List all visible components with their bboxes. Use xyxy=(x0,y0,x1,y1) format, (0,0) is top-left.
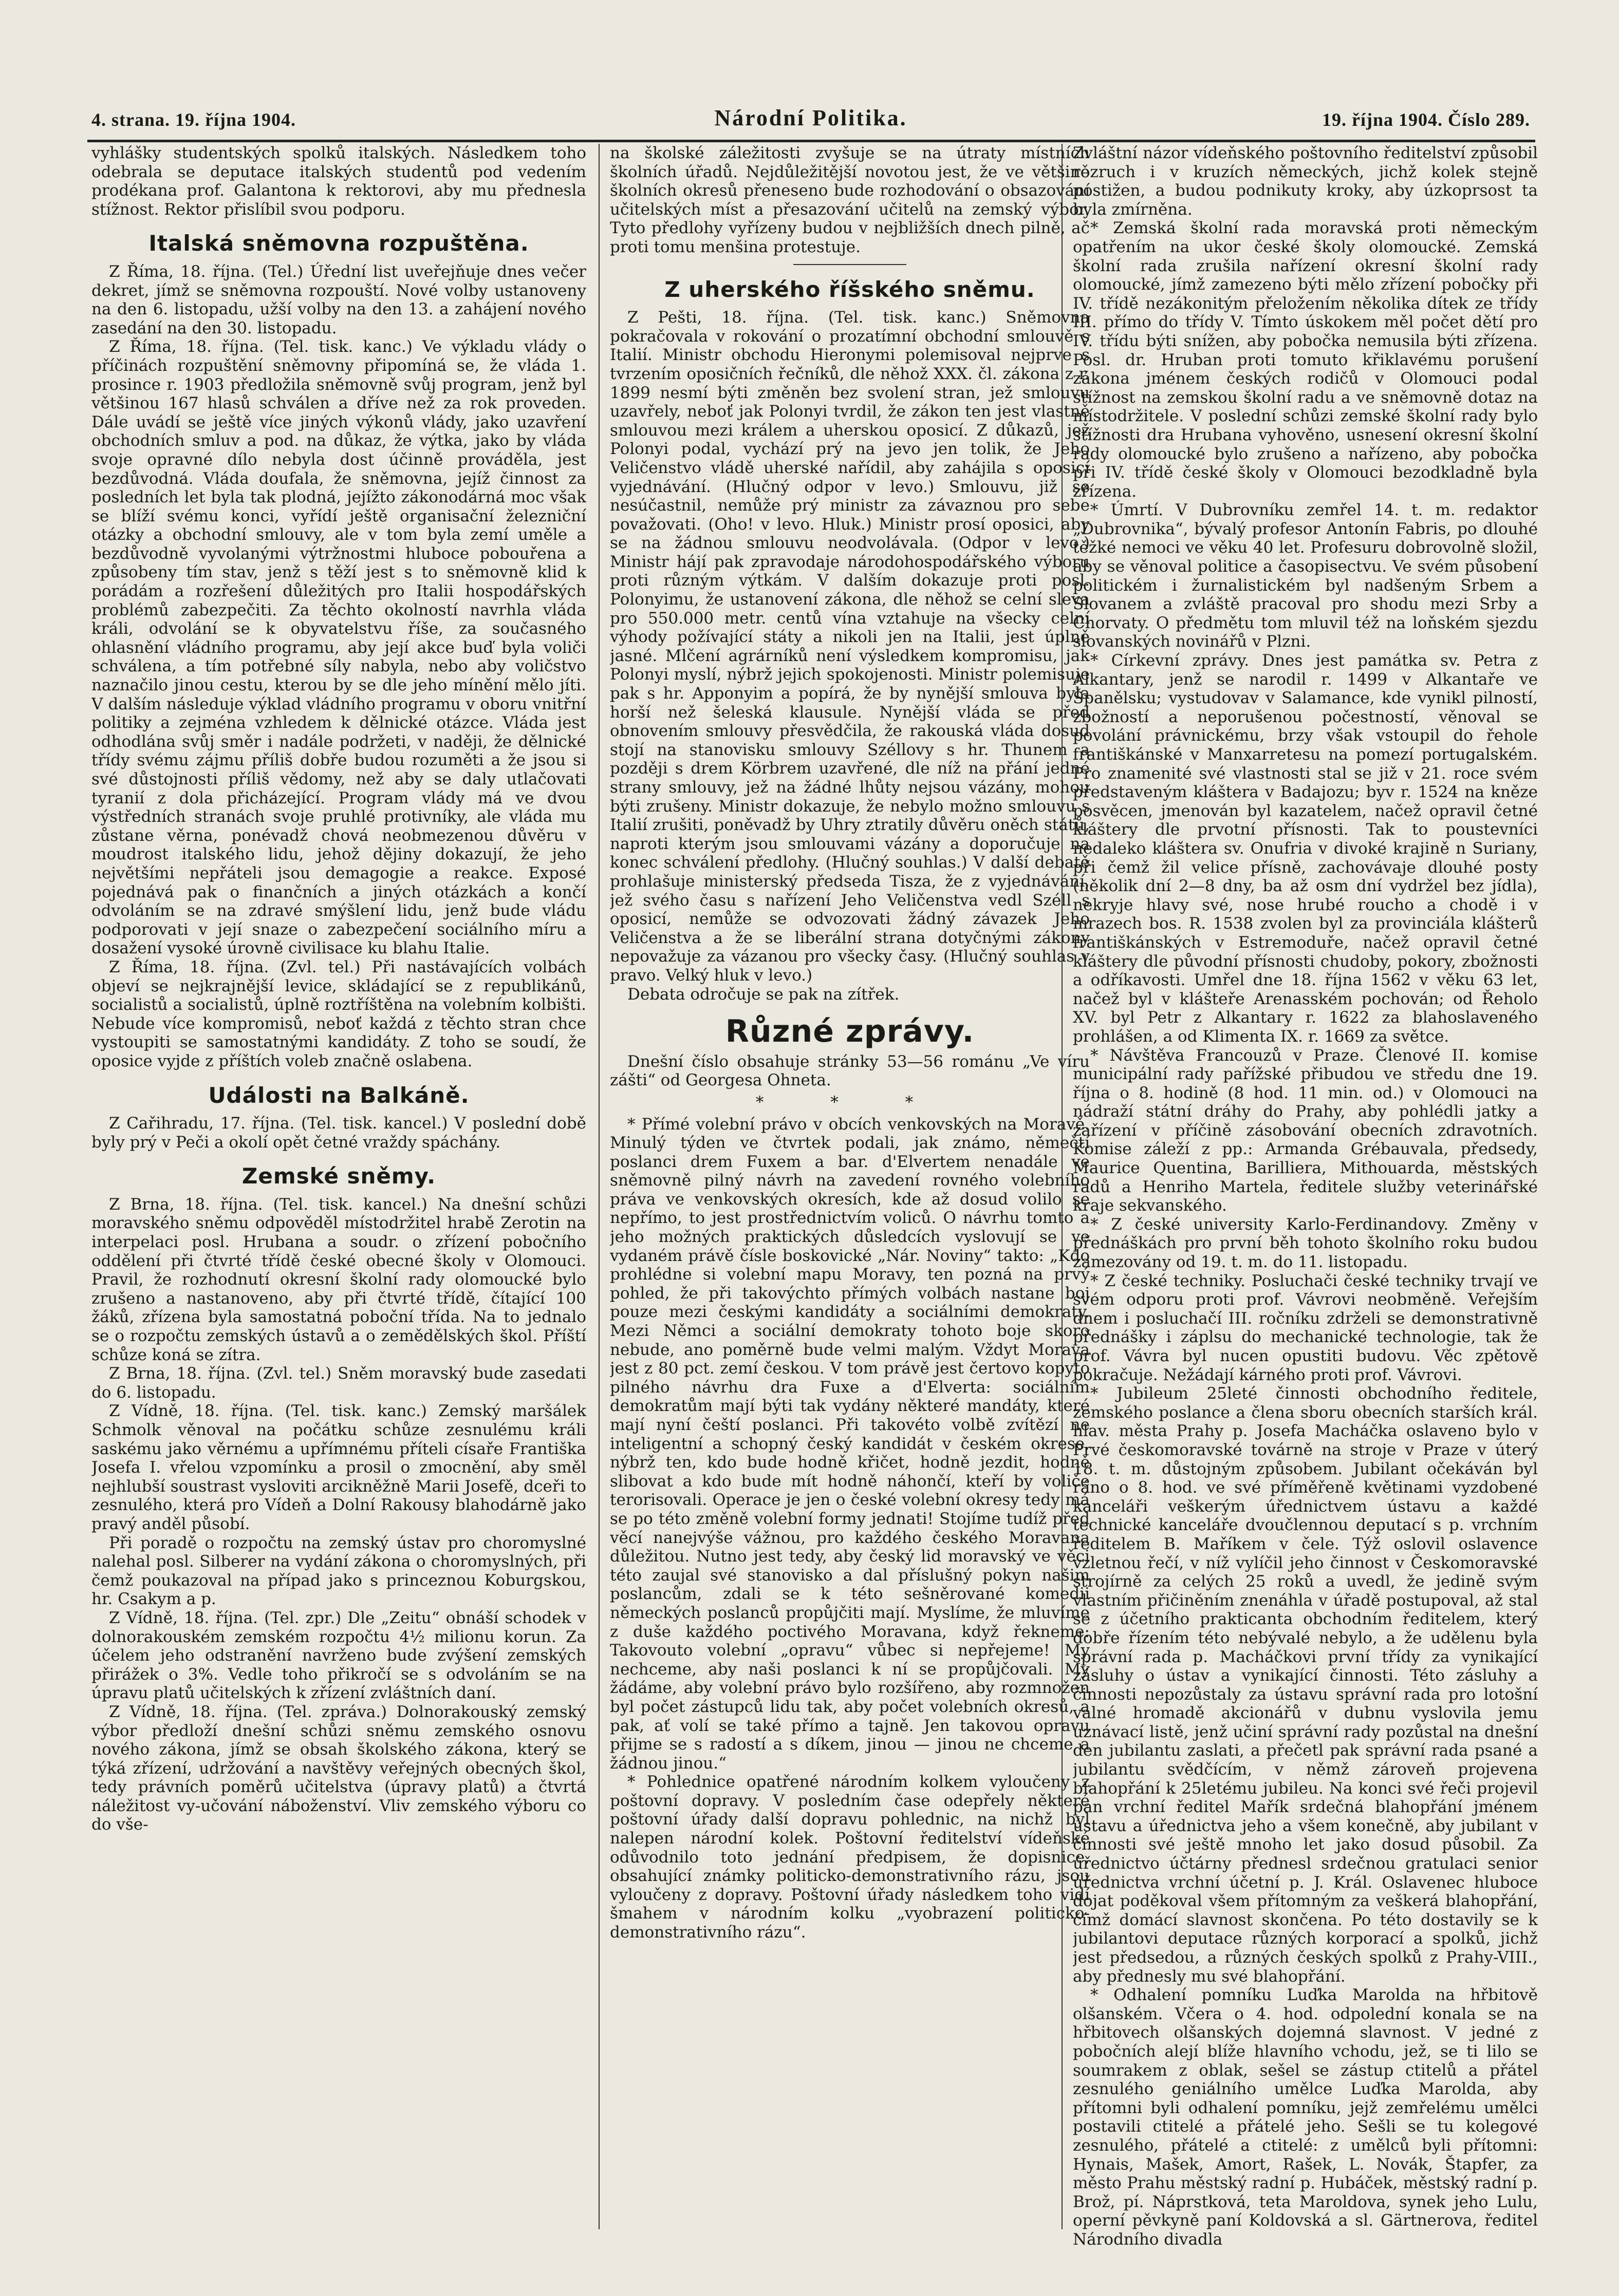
column-2 xyxy=(610,144,1090,2250)
article-paragraph: * Jubileum 25leté činnosti obchodního ředitele, zemského poslance a člena sboru obecních starších král. hlav. města Prahy p. Josefa Macháčka oslaveno bylo v Prvé českomoravské továrně na stroje v Praze v úterý 18. t. m. důstojným způsobem. Jubilant očekáván byl ráno o 8. hod. ve své příměřeně květinami vyzdobené kanceláři veškerým úřednictvem ústavu a každé technické kanceláře dvoučlennou deputací s p. vrchním ředitelem B. Maříkem v čele. Týž oslovil oslavence vzletnou řečí, v níž vylíčil jeho činnost v Českomoravské strojírně za celých 25 roků a uvedl, že jedině svým vlastním přičiněním znenáhla v úřadě postupoval, až stal se z účetního prakticanta obchodním ředitelem, který dobře řízením této nebývalé nebylo, a že udělenu byla správní rada p. Macháčkovi první třídy za vynikající zásluhy o ústav a vynikající činnosti. Této zásluhy a činnosti nepozůstaly za ústavu správní rada pro lotošní valné hromadě akcionářů v dubnu vyslovila jemu uznávací listě, jenž učiní správní rady pozůstal na dnešní den jubilantu zaslati, a přečetl pak správní rada psané a jubilantu svědčícím, v němž zároveň projevena blahopřání k 25letému jubileu. Na konci své řeči projevil pan vrchní ředitel Mařík srdečná blahopřání jménem ústavu a úřednictva jeho a všem konečně, aby jubilant v činnosti své ještě mnoho let jako dosud působil. Za úřednictvo účtárny přednesl srdečnou gratulaci senior úřednictva vrchní účetní p. J. Král. Oslavenec hluboce dojat poděkoval všem přítomným za veškerá blahopřání, čímž domácí slavnost skončena. Po této dostavily se k jubilantovi deputace různých korporací a spolků, jichž jest předsedou, a různých českých spolků z Prahy-VIII., aby přednesly mu své blahopřání. xyxy=(1073,1384,1538,1986)
article-paragraph: vyhlášky studentských spolků italských. Následkem toho odebrala se deputace italských studentů pod vedením prodékana prof. Galantona k rektorovi, aby mu přednesla stížnost. Rektor přislíbil svou podporu. xyxy=(91,144,586,219)
article-paragraph: * Zemská školní rada moravská proti německým opatřením na ukor české školy olomoucké. Zemská školní rada zrušila nařízení okresní školní rady olomoucké, jímž zamezeno býti mělo zřízení pobočky při IV. třídě nezákonitým přeložením několika dítek ze třídy III. přímo do třídy V. Tímto úskokem měl počet dětí pro IV. třídu býti snížen, aby pobočka nemusila býti zřízena. Posl. dr. Hruban proti tomuto křiklavému porušení zákona jménem českých rodičů v Olomouci podal stížnost na zemskou školní radu a ve sněmovně dotaz na místodržitele. V poslední schůzi zemské školní rady bylo stížnosti dra Hrubana vyhověno, usnesení okresní školní rady olomoucké bylo zrušeno a nařízeno, aby pobočka při IV. třídě české školy v Olomouci bezodkladně byla zřízena. xyxy=(1073,219,1538,501)
headline-ruzne-zpravy: Různé zprávy. xyxy=(725,1013,975,1050)
article-paragraph: * Z české techniky. Posluchači české techniky trvají ve svém odporu proti prof. Vávrovi neobměně. Veřejším dnem i posluchačí III. ročníku zdrželi se demonstrativně přednášky i záplsu do mechanické technologie, tak že prof. Vávra byl nucen opustiti budovu. Věc zpětově pokračuje. Nežádají kárného proti prof. Vávrovi. xyxy=(1073,1271,1538,1384)
column-3 xyxy=(1073,144,1538,2250)
article-paragraph: * Pohlednice opatřené národním kolkem vyloučeny z poštovní dopravy. V posledním čase odepřely některé poštovní úřady další dopravu pohlednic, na nichž byl nalepen národní kolek. Poštovní ředitelství vídeňské odůvodnilo toto jednání předpisem, že dopisnice, obsahující známky politicko-demonstrativního rázu, jsou vyloučeny z dopravy. Poštovní úřady následkem toho vidí šmahem v národním kolku „vyobrazení politicko-demonstrativního rázu“. xyxy=(610,1773,1090,1942)
headline-uhersky-snem: Z uherského říšského sněmu. xyxy=(664,276,1035,302)
article-paragraph: Debata odročuje se pak na zítřek. xyxy=(627,985,900,1004)
article-paragraph: Z Vídně, 18. října. (Tel. tisk. kanc.) Zemský maršálek Schmolk věnoval na počátku schůze zesnulému králi saskému jako věrnému a upřímnému příteli císaře Františka Josefa I. vřelou vzpomínku a prosil o zmocnění, aby směl nejhlubší soustrast vysloviti arcikněžně Marii Josefě, dceři to zesnulého, která pro Vídeň a Dolní Rakousy blahodárně jako pravý anděl působí. xyxy=(91,1402,586,1533)
asterism: * * * xyxy=(755,1093,944,1112)
article-paragraph: Z Cařihradu, 17. října. (Tel. tisk. kancel.) V poslední době byly prý v Peči a okolí opět četné vraždy spáchány. xyxy=(91,1114,586,1152)
article-paragraph: Z Brna, 18. října. (Zvl. tel.) Sněm moravský bude zasedati do 6. listopadu. xyxy=(91,1364,586,1402)
article-paragraph: * Úmrtí. V Dubrovníku zemřel 14. t. m. redaktor „Dubrovnika“, bývalý profesor Antonín Fabris, po dlouhé těžké nemoci ve věku 40 let. Profesuru dobrovolně složil, aby se věnoval politice a časopisectvu. Ve svém působení politickém i žurnalistickém byl nadšeným Srbem a Slovanem a zvláště pracoval pro shodu mezi Srby a Chorvaty. O předmětu tom mluvil též na loňském sjezdu slovanských novinářů v Plzni. xyxy=(1073,501,1538,651)
article-paragraph: * Přímé volební právo v obcích venkovských na Moravě. Minulý týden ve čtvrtek podali, jak známo, němečtí poslanci drem Fuxem a bar. d'Elvertem nenadále ve sněmovně pilný návrh na zavedení rovného volebního práva ve venkovských okresích, kde až dosud volilo se nepřímo, to jest prostřednictvím voliců. O návrhu tomto a jeho možných praktických důsledcích vyslovují se ve vydaném právě čísle boskovické „Nár. Noviny“ takto: „Kdo prohlédne si volební mapu Moravy, ten pozná na prvý pohled, že při takovýchto přímých volbách nastane boj pouze mezi českými kandidáty a sociálními demokraty. Mezi Němci a sociální demokraty tohoto boje skoro nebude, ano poměrně bude velmi malým. Vždyt Morava jest z 80 pct. zemí českou. V tom právě jest čertovo kopyto pilného návrhu dra Fuxe a d'Elverta: sociálním demokratům mají býti tak vydány některé mandáty, které mají nyní čeští poslanci. Při takovéto volbě zvítězí ne inteligentní a schopný český kandidát v českém okrese, nýbrž ten, kdo bude hodně křičet, hodně jezdit, hodně slibovat a kdo bude mít hodně náhončí, kteří by voliče terorisovali. Operace je jen o české volební okresy tedy má se po této změně volební formy jednati! Stojíme tudíž před věcí nanejvýše vážnou, pro každého českého Moravana důležitou. Nutno jest tedy, aby český lid moravský ve věci této zaujal své stanovisko a dal příslušný pokyn našim poslancům, zdali se k této sešněrované komedii německých poslanců propůjčiti mají. Myslíme, že mluvíme z duše každého poctivého Moravana, když řekneme: Takovouto volební „opravu“ vůbec si nepřejeme! My nechceme, aby naši poslanci k ní se propůjčovali. My žádáme, aby volební právo bylo rozšířeno, aby rozmnožen byl počet zástupců lidu tak, aby počet volebních okresů, a pak, ať volí se také přímo a tajně. Jen takovou opravu přijme se s radostí a s díkem, jinou — jinou ne chceme a žádnou jinou.“ xyxy=(610,1115,1090,1773)
article-paragraph: Zvláštní názor vídeňského poštovního ředitelství způsobil rozruch i v kruzích německých, jichž kolek stejně postižen, a budou podnikuty kroky, aby úzkoprsost ta byla zmírněna. xyxy=(1073,144,1538,219)
article-paragraph: Z Brna, 18. října. (Tel. tisk. kancel.) Na dnešní schůzi moravského sněmu odpověděl místodržitel hrabě Zerotin na interpelaci posl. Hrubana a soudr. o zřízení pobočního oddělení při čtvrté třídě české obecné školy v Olomouci. Pravil, že rozhodnutí okresní školní rady olomoucké bylo zrušeno a nastanoveno, aby při čtvrté třídě, čítající 100 žáků, zřízena byla samostatná poboční třída. Na to jednalo se o rozpočtu zemských ústavů a o zemědělských škol. Příští schůze koná se zítra. xyxy=(91,1195,586,1364)
header-rule xyxy=(87,140,1535,142)
masthead xyxy=(91,105,1530,136)
article-paragraph: * Návštěva Francouzů v Praze. Členové II. komise municipální rady pařížské přibudou ve středu dne 19. října o 8. hodině (8 hod. 11 min. od.) v Olomouci na nádraží státní dráhy do Prahy, aby pohlédli jatky a zařízení v příčině zásobování obecních zdravotních. Komise záleží z pp.: Armanda Grébauvala, předsedy, Maurice Quentina, Barilliera, Mithouarda, městských radů a Henriho Martela, ředitele služby veterinářské kraje sekvanského. xyxy=(1073,1046,1538,1215)
article-paragraph: Z Pešti, 18. října. (Tel. tisk. kanc.) Sněmovna pokračovala v rokování o prozatímní obchodní smlouvě s Italií. Ministr obchodu Hieronymi polemisoval nejprve s tvrzením oposičních řečníků, dle něhož XXX. čl. zákona z r. 1899 nesmí býti změněn bez svolení stran, jež smlouvu uzavřely, neboť jak Polonyi tvrdil, že zákon ten jest vlastně smlouvou mezi králem a uherskou oposicí. Z důkazů, jež Polonyi podal, vychází prý na jevo jen tolik, že Jeho Veličenstvo vládě uherské nařídil, aby zahájila s oposicí vyjednávání. (Hlučný odpor v levo.) Smlouvu, již se nesúčastnil, nemůže prý ministr za závaznou pro sebe považovati. (Oho! v levo. Hluk.) Ministr prosí oposici, aby se na žádnou smlouvu neodvolávala. (Odpor v levo.) Ministr hájí pak zpravodaje národohospodářského výboru proti různým výtkám. V dalším dokazuje proti posl. Polonyimu, že ustanovení zákona, dle něhož se celní sleva pro 550.000 metr. centů vína vztahuje na všecky celní výhody požívající státy a nikoli jen na Italii, jest úplně jasné. Mlčení agrárníků není výsledkem kompromisu, jak Polonyi myslí, nýbrž jejich spokojenosti. Ministr polemisuje pak s hr. Apponyim a popírá, že by nynější smlouva byla horší než šeleská klausule. Nynější vláda se před obnovením smlouvy přesvědčila, že rakouská vláda dosud stojí na stanovisku smlouvy Széllovy s hr. Thunem a později s drem Körbrem uzavřené, dle níž na přání jedné strany smlouvy, jež na žádné lhůty nejsou vázány, mohou býti zrušeny. Ministr dokazuje, že nebylo možno smlouvu s Italií zrušiti, poněvadž by Uhry ztratily důvěru oněch států, naproti kterým jsou smlouvami vázány a doporučuje na konec schválení předlohy. (Hlučný souhlas.) V další debatě prohlašuje ministerský předseda Tisza, že z vyjednávání, jež svého času s nařízení Jeho Veličenstva vedl Széll s oposicí, nemůže se odvozovati žádný závazek Jeho Veličenstva a že se liberální strana dotyčnými zákony nepovažuje za vázanou pro všecky časy. (Hlučný souhlas v pravo. Velký hluk v levo.) xyxy=(610,308,1090,985)
article-paragraph: na školské záležitosti zvyšuje se na útraty místních školních úřadů. Nejdůležitější novotou jest, že ve většině školních okresů přeneseno bude rozhodování o obsazování učitelských míst a přesazování učitelů na zemský výbor. Tyto předlohy vyřízeny budou v nejbližších dnech pilně, ač proti tomu menšina protestuje. xyxy=(610,144,1090,256)
issue-number-date: 19. října 1904. Číslo 289. xyxy=(1322,109,1530,130)
article-paragraph: Z Vídně, 18. října. (Tel. zpr.) Dle „Zeitu“ obnáší schodek v dolnorakouském zemském rozpočtu 4½ milionu korun. Za účelem jeho odstranění navrženo bude zvýšení zemských přirážek o 3%. Vedle toho přikročí se s odvoláním se na úpravu platů učitelských k zřízení zvláštních daní. xyxy=(91,1608,586,1703)
article-paragraph: Z Říma, 18. října. (Tel. tisk. kanc.) Ve výkladu vlády o příčinách rozpuštění sněmovny připomíná se, že vláda 1. prosince r. 1903 předložila sněmovně svůj program, jenž byl většinou 167 hlasů schválen a dříve než za rok proveden. Dále uvádí se ještě více jiných výkonů vlády, jako uzavření obchodních smluv a pod. na důkaz, že výtka, jako by vláda svoje opravné dílo nebyla dost účinně prováděla, jest bezdůvodná. Vláda doufala, že sněmovna, jejíž činnost za posledních let byla tak plodná, jejížto zákonodárná moc však se blíží svému konci, vyřídí ještě organisační železniční otázky a obchodní smlouvy, ale v tom byla zemí uměle a bezdůvodně vyvolanými výtržnostmi hluboce pobouřena a způsobeny tím stav, jenž s těží jest s to sněmovně klid k porádám a rozřešení důležitých pro Italii hospodářských problémů zabezpečiti. Za těchto okolností navrhla vláda králi, odvolání se k obyvatelstvu říše, za současného ohlasnění vládního programu, aby její akce buď byla voliči schválena, a tím potřebné síly nabyla, nebo aby voličstvo naznačilo jinou cestu, kterou by se dle jeho mínění mělo jíti. V dalším následuje výklad vládního programu v oboru vnitřní politiky a zejména vzhledem k dělnické otázce. Vláda jest odhodlána svůj směr i nadále podržeti, v naději, že dělnické třídy svému zájmu příliš dobře budou rozuměti a že jsou si své důstojnosti příliš vědomy, než aby se daly utlačovati tyranií z dola přicházející. Program vlády má ve dvou výstředních stranách svoje pruhlé protivníky, ale vláda mu zůstane věrna, ponévadž chová neobmezenou důvěru v moudrost italského lidu, jehož dějiny dokazují, že jeho největšími nepřáteli jsou demagogie a reakce. Exposé pojednává pak o finančních a jiných otázkách a končí odvoláním se na zdravé smýšlení lidu, jenž bude vládu podporovati v její snaze o zabezpečení sociálního míru a dosažení vysoké úrovně civilisace ku blahu Italie. xyxy=(91,337,586,958)
article-paragraph: * Církevní zprávy. Dnes jest památka sv. Petra z Alkantary, jenž se narodil r. 1499 v Alkantaře ve Španělsku; vystudovav v Salamance, kde vynikl pilností, zbožností a neporušenou počestností, věnoval se povolání právnickému, brzy však vstoupil do řehole františkánské v Manxarretesu na pomezí portugalském. Pro znamenité své vlastnosti stal se již v 21. roce svém představeným kláštera v Badajozu; byv r. 1524 na kněze posvěcen, jmenován byl kazatelem, načež opravil četné kláštery dle prvotní přísnosti. Tak to poustevníci nedaleko kláštera sv. Onufria v divoké krajině n Suriany, při čemž žil velice přísně, zachovávaje dlouhé posty (několik dní 2—8 dny, ba až osm dní vydržel bez jídla), nekryje hlavy své, nose hrubé roucho a chodě i v mrazech bos. R. 1538 zvolen byl za provinciála klášterů františkánských v Estremoduře, načež opravil četné kláštery dle původní přísnosti chudoby, pokory, zbožnosti a odříkavosti. Umřel dne 18. října 1562 v věku 63 let, načež byl v klášteře Arenasském pochován; od Řeholo XV. byl Petr z Alkantary r. 1622 za blahoslaveného prohlášen, a od Klimenta IX. r. 1669 za světce. xyxy=(1073,651,1538,1046)
article-paragraph: Dnešní číslo obsahuje stránky 53—56 románu „Ve víru zášti“ od Georgesa Ohneta. xyxy=(610,1052,1090,1090)
column-divider xyxy=(599,144,600,2229)
headline-zemske-snemy: Zemské sněmy. xyxy=(241,1163,436,1189)
headline-italska-snemovna: Italská sněmovna rozpuštěna. xyxy=(148,231,529,256)
page-number-date: 4. strana. 19. října 1904. xyxy=(91,109,296,130)
section-divider xyxy=(793,264,906,265)
article-paragraph: * Odhalení pomníku Luďka Marolda na hřbitově olšanském. Včera o 4. hod. odpolední konala se na hřbitovech olšanských dojemná slavnost. V jedné z pobočních alejí blíže hlavního vchodu, jež, se ti lilo se soumrakem z oblak, sešel se zástup ctitelů a přátel zesnulého geniálního umělce Luďka Marolda, aby přítomni byli odhalení pomníku, jejž zemřelému umělci postavili ctitelé a přátelé jeho. Sešli se tu kolegové zesnulého, přátelé a ctitelé: z umělců byli přítomni: Hynais, Mašek, Amort, Rašek, L. Novák, Štapfer, za město Prahu městský radní p. Hubáček, městský radní p. Brož, pí. Náprstková, teta Maroldova, synek jeho Lulu, operní pěvkyně paní Koldovská a sl. Gärtnerova, ředitel Národního divadla xyxy=(1073,1986,1538,2249)
article-paragraph: * Z české university Karlo-Ferdinandovy. Změny v přednáškách pro první běh tohoto školního roku budou zamezovány od 19. t. m. do 11. listopadu. xyxy=(1073,1215,1538,1272)
column-1 xyxy=(91,144,586,2250)
article-paragraph: Z Říma, 18. října. (Zvl. tel.) Při nastávajících volbách objeví se nejkrajnější levice, skládající se z republikánů, socialistů a socialistů, úplně roztříštěna na volebním kolbišti. Nebude více kompromisů, neboť každá z těchto stran chce vystoupiti se samostatnými kandidáty. Z toho se soudí, že oposice vyjde z příštích voleb značně oslabena. xyxy=(91,957,586,1070)
article-paragraph: Při poradě o rozpočtu na zemský ústav pro choromyslné nalehal posl. Silberer na vydání zákona o choromyslných, při čemž poukazoval na případ jako s princeznou Koburgskou, hr. Csakym a p. xyxy=(91,1533,586,1609)
headline-udalosti-balkane: Události na Balkáně. xyxy=(208,1082,470,1108)
article-paragraph: Z Vídně, 18. října. (Tel. zpráva.) Dolnorakouský zemský výbor předloží dnešní schůzi sněmu zemského osnovu nového zákona, jímž se obsah školského zákona, který se týká zřízení, udržování a navštěvy veřejných obecných škol, tedy právních poměrů učitelstva (úpravy platů) a čtvrtá náležitost vy-učování náboženství. Vliv zemského výboru co do vše- xyxy=(91,1702,586,1834)
article-paragraph: Z Říma, 18. října. (Tel.) Úřední list uveřejňuje dnes večer dekret, jímž se sněmovna rozpouští. Nové volby ustanoveny na den 6. listopadu, užší volby na den 13. a zahájení nového zasedání na den 30. listopadu. xyxy=(91,262,586,337)
newspaper-title: Národní Politika. xyxy=(714,105,907,130)
